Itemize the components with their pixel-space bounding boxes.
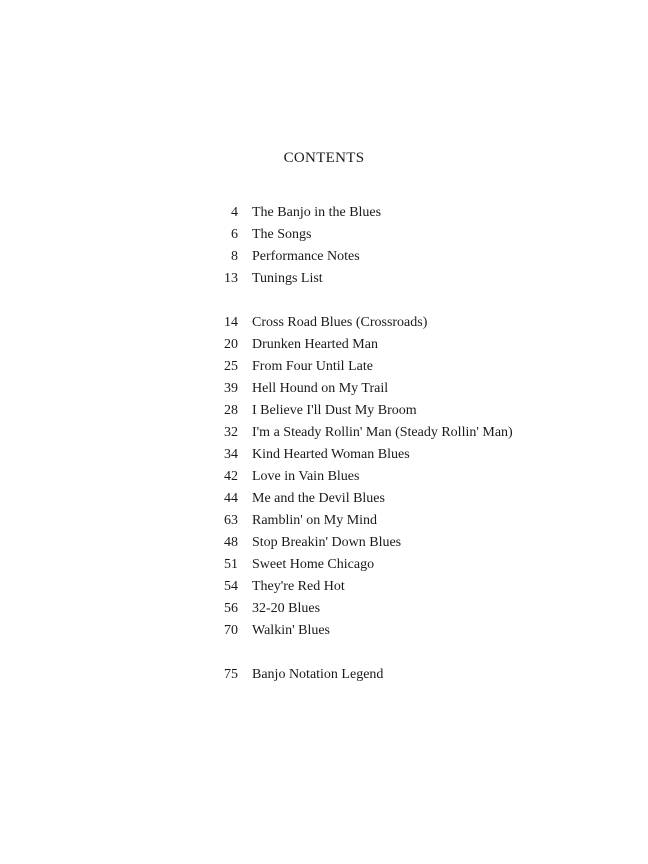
toc-entry: [210, 488, 630, 510]
toc-entry: [210, 224, 630, 246]
toc-entry: [210, 466, 630, 488]
toc-entry-title: Hell Hound on My Trail: [252, 381, 389, 396]
toc-page-number: 28: [224, 403, 238, 418]
toc-entry: [210, 356, 630, 378]
toc-entry-title: They're Red Hot: [252, 579, 345, 594]
toc-entry-title: From Four Until Late: [252, 359, 373, 374]
toc-entry-title: Me and the Devil Blues: [252, 491, 385, 506]
toc-entry: [210, 202, 630, 224]
toc-entry: [210, 510, 630, 532]
toc-page-number: 48: [224, 535, 238, 550]
toc-entry-title: Sweet Home Chicago: [252, 557, 375, 572]
toc-page-number: 34: [224, 447, 238, 462]
toc-entry: [210, 576, 630, 598]
toc-entry-title: The Songs: [252, 227, 312, 242]
toc-page-number: 63: [224, 513, 238, 528]
table-of-contents: [210, 202, 630, 686]
toc-page-number: 13: [224, 271, 238, 286]
toc-page-number: 14: [224, 315, 238, 330]
toc-page-number: 51: [224, 557, 238, 572]
toc-page-number: 32: [224, 425, 238, 440]
toc-entry: [210, 268, 630, 290]
toc-entry: [210, 554, 630, 576]
toc-entry-title: Love in Vain Blues: [252, 469, 360, 484]
toc-page-number: 56: [224, 601, 238, 616]
toc-page-number: 42: [224, 469, 238, 484]
toc-section: [210, 202, 630, 290]
toc-entry: [210, 400, 630, 422]
toc-page-number: 39: [224, 381, 238, 396]
toc-entry: [210, 664, 630, 686]
toc-entry-title: I Believe I'll Dust My Broom: [252, 403, 417, 418]
toc-entry: [210, 378, 630, 400]
toc-entry: [210, 532, 630, 554]
toc-entry-title: Cross Road Blues (Crossroads): [252, 315, 428, 330]
toc-entry: [210, 444, 630, 466]
toc-entry: [210, 620, 630, 642]
toc-page-number: 8: [231, 249, 238, 264]
toc-page-number: 6: [231, 227, 238, 242]
page-title: CONTENTS: [283, 150, 365, 166]
toc-entry: [210, 246, 630, 268]
toc-entry-title: I'm a Steady Rollin' Man (Steady Rollin' Man): [252, 425, 513, 440]
toc-page-number: 75: [224, 667, 238, 682]
toc-entry-title: Tunings List: [252, 271, 323, 286]
toc-section: [210, 664, 630, 686]
toc-page-number: 20: [224, 337, 238, 352]
toc-page-number: 4: [231, 205, 238, 220]
toc-page-number: 25: [224, 359, 238, 374]
toc-entry: [210, 598, 630, 620]
toc-entry-title: Kind Hearted Woman Blues: [252, 447, 410, 462]
toc-entry-title: Walkin' Blues: [252, 623, 330, 638]
toc-entry-title: Drunken Hearted Man: [252, 337, 378, 352]
toc-entry-title: Ramblin' on My Mind: [252, 513, 378, 528]
toc-entry-title: Performance Notes: [252, 249, 360, 264]
toc-section: [210, 312, 630, 642]
toc-entry: [210, 334, 630, 356]
toc-entry-title: Banjo Notation Legend: [252, 667, 384, 682]
toc-page-number: 70: [224, 623, 238, 638]
toc-page-number: 54: [224, 579, 238, 594]
toc-entry: [210, 312, 630, 334]
toc-entry-title: Stop Breakin' Down Blues: [252, 535, 402, 550]
toc-entry-title: 32-20 Blues: [252, 601, 321, 616]
toc-page-number: 44: [224, 491, 238, 506]
toc-entry-title: The Banjo in the Blues: [252, 205, 382, 220]
toc-entry: [210, 422, 630, 444]
